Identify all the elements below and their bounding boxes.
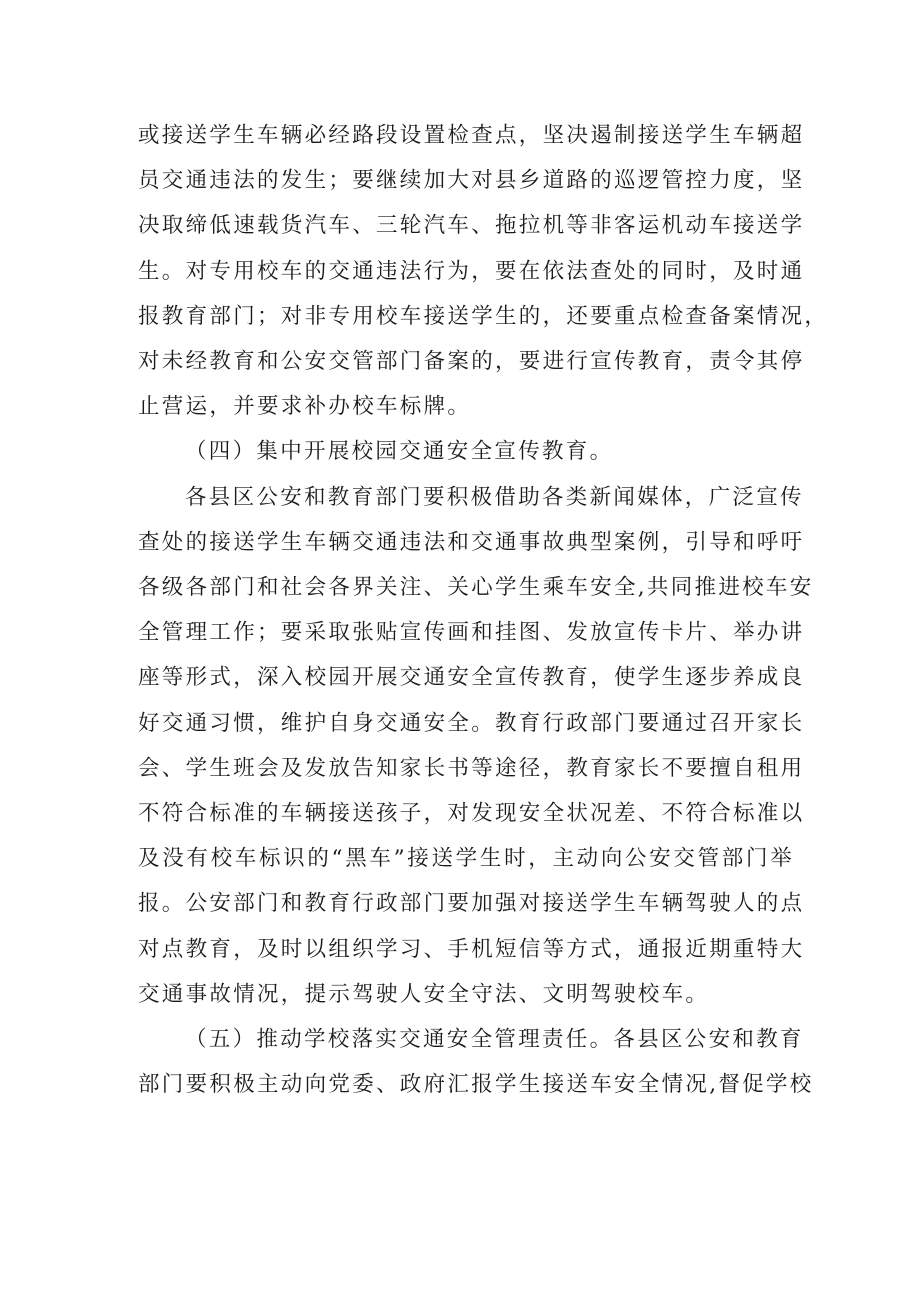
text-line: 好交通习惯，维护自身交通安全。教育行政部门要通过召开家长 [138, 710, 805, 736]
text-line: 对点教育，及时以组织学习、手机短信等方式，通报近期重特大 [138, 936, 805, 962]
text-line: 员交通违法的发生；要继续加大对县乡道路的巡逻管控力度，坚 [138, 168, 805, 194]
section-heading-text: （四）集中开展校园交通安全宣传教育。 [185, 439, 614, 465]
text-line: 座等形式，深入校园开展交通安全宣传教育，使学生逐步养成良 [138, 665, 805, 691]
text-line: 生。对专用校车的交通违法行为，要在依法查处的同时，及时通 [138, 258, 805, 284]
paragraph-section-five [138, 1017, 814, 1107]
document-body [138, 113, 829, 1107]
text-line: 对未经教育和公安交管部门备案的，要进行宣传教育，责令其停 [138, 349, 805, 375]
text-line: 查处的接送学生车辆交通违法和交通事故典型案例，引导和呼吁 [138, 529, 805, 555]
text-line: 报教育部门；对非专用校车接送学生的，还要重点检查备案情况， [138, 303, 829, 329]
text-line: 会、学生班会及发放告知家长书等途径，教育家长不要擅自租用 [138, 755, 805, 781]
text-line: 及没有校车标识的“黑车”接送学生时，主动向公安交管部门举 [138, 846, 794, 872]
text-line: 或接送学生车辆必经路段设置检查点，坚决遏制接送学生车辆超 [138, 123, 805, 148]
text-line: 交通事故情况，提示驾驶人安全守法、文明驾驶校车。 [138, 981, 710, 1007]
paragraph-inspection [138, 113, 829, 429]
text-line: 各级各部门和社会各界关注、关心学生乘车安全,共同推进校车安 [138, 575, 814, 601]
text-line: 止营运，并要求补办校车标牌。 [138, 394, 472, 420]
text-line: 不符合标准的车辆接送孩子，对发现安全状况差、不符合标准以 [138, 801, 805, 827]
text-line: 部门要积极主动向党委、政府汇报学生接送车安全情况,督促学校 [138, 1072, 814, 1098]
paragraph-publicity [138, 475, 814, 1017]
text-line: 全管理工作；要采取张贴宣传画和挂图、发放宣传卡片、举办讲 [138, 620, 805, 646]
text-line: 决取缔低速载货汽车、三轮汽车、拖拉机等非客运机动车接送学 [138, 213, 805, 239]
text-line: 各县区公安和教育部门要积极借助各类新闻媒体，广泛宣传 [185, 484, 804, 510]
section-heading-four [138, 429, 794, 474]
text-line: （五）推动学校落实交通安全管理责任。各县区公安和教育 [185, 1027, 804, 1053]
text-line: 报。公安部门和教育行政部门要加强对接送学生车辆驾驶人的点 [138, 891, 805, 917]
